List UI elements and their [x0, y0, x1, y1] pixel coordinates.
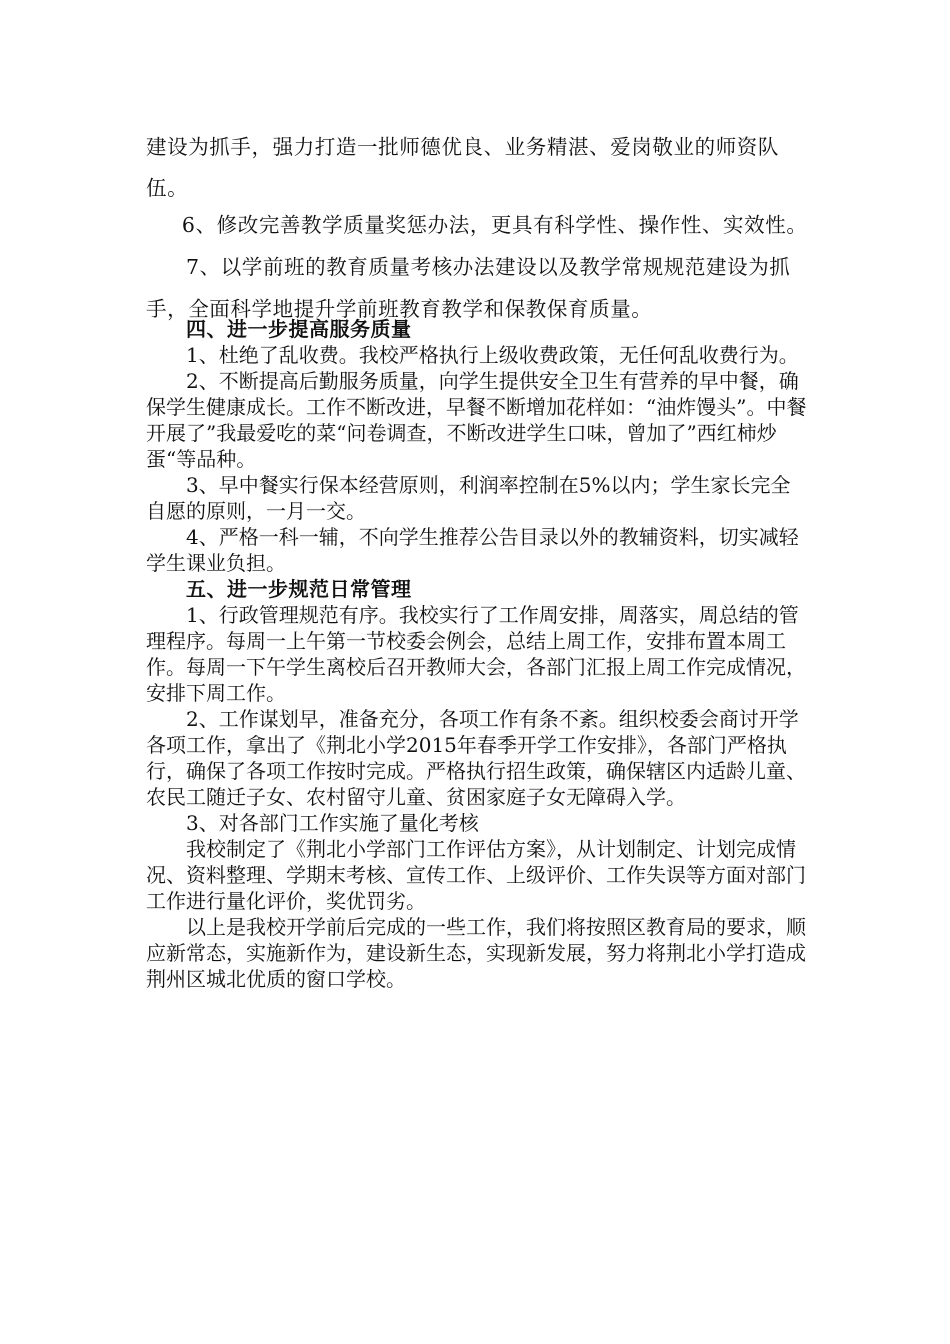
- section-5-item-2: 2、工作谋划早，准备充分，各项工作有条不紊。组织校委会商讨开学各项工作，拿出了《荆北小学2015年春季开学工作安排》，各部门严格执行，确保了各项工作按时完成。严格执行招生政策，确保辖区内适龄儿童、农民工随迁子女、农村留守儿童、贫困家庭子女无障碍入学。: [146, 707, 806, 809]
- conclusion-paragraph: 以上是我校开学前后完成的一些工作，我们将按照区教育局的要求，顺应新常态，实施新作为，建设新生态，实现新发展，努力将荆北小学打造成荆州区城北优质的窗口学校。: [146, 915, 806, 991]
- section-5-item-3: 3、对各部门工作实施了量化考核: [186, 811, 479, 835]
- section-4-item-2: 2、不断提高后勤服务质量，向学生提供安全卫生有营养的早中餐，确保学生健康成长。工作不断改进，早餐不断增加花样如：“油炸馒头”。中餐开展了”我最爱吃的菜“问卷调查，不断改进学生口味，曾加了”西红柿炒蛋“等品种。: [146, 369, 807, 471]
- section-4-item-4: 4、严格一科一辅，不向学生推荐公告目录以外的教辅资料，切实减轻学生课业负担。: [146, 525, 799, 575]
- section-4-heading: 四、进一步提高服务质量: [186, 317, 412, 341]
- section-4-item-3: 3、早中餐实行保本经营原则，利润率控制在5%以内；学生家长完全自愿的原则，一月一交。: [146, 473, 791, 523]
- section-5-item-3-detail: 我校制定了《荆北小学部门工作评估方案》，从计划制定、计划完成情况、资料整理、学期末考核、宣传工作、上级评价、工作失误等方面对部门工作进行量化评价，奖优罚劣。: [146, 837, 806, 913]
- section-4-item-1: 1、杜绝了乱收费。我校严格执行上级收费政策，无任何乱收费行为。: [186, 343, 799, 367]
- continued-paragraph: 建设为抓手，强力打造一批师德优良、业务精湛、爱岗敬业的师资队伍。: [146, 135, 779, 200]
- intro-section: [146, 127, 810, 209]
- section-4: [146, 316, 810, 992]
- section-5-heading: 五、进一步规范日常管理: [186, 577, 412, 601]
- item-6-paragraph-wrap: [146, 205, 810, 246]
- section-5-item-1: 1、行政管理规范有序。我校实行了工作周安排，周落实，周总结的管理程序。每周一上午第一节校委会例会，总结上周工作，安排布置本周工作。每周一下午学生离校后召开教师大会，各部门汇报上周工作完成情况，安排下周工作。: [146, 603, 806, 705]
- item-7-paragraph: 7、以学前班的教育质量考核办法建设以及教学常规规范建设为抓手，全面科学地提升学前班教育教学和保教保育质量。: [146, 255, 791, 321]
- item-6-paragraph: 6、修改完善教学质量奖惩办法，更具有科学性、操作性、实效性。: [181, 213, 808, 237]
